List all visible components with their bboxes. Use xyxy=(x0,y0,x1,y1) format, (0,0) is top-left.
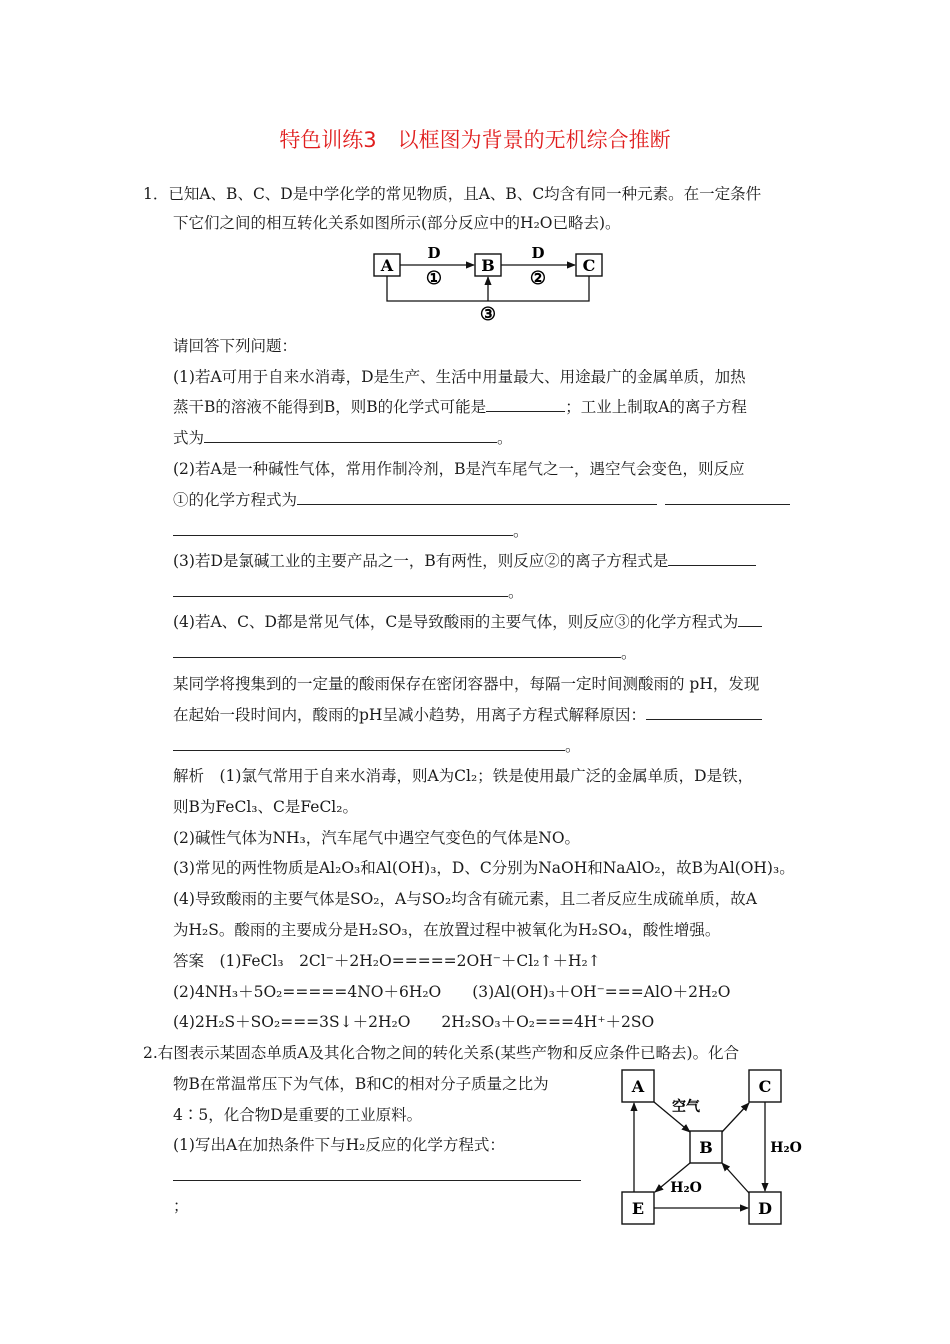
q1-part2-line3 xyxy=(173,521,529,541)
q1-part2-line2 xyxy=(173,490,790,510)
arrow-b-to-c xyxy=(722,1103,749,1132)
q2-line2: 物B在常温常压下为气体，B和C的相对分子质量之比为 xyxy=(173,1075,549,1093)
reaction-1-label: ① xyxy=(425,268,443,289)
analysis-line5: (4)导致酸雨的主要气体是SO₂，A与SO₂均含有硫元素，且二者反应生成硫单质，故A xyxy=(173,890,757,908)
air-label: 空气 xyxy=(672,1099,700,1115)
q1-part5-line2 xyxy=(173,705,762,725)
box-d-label: D xyxy=(758,1199,772,1218)
answer-blank[interactable] xyxy=(486,397,565,412)
answer-blank[interactable] xyxy=(173,582,508,597)
q2-line6: ； xyxy=(173,1197,189,1215)
h2o-label-right: H₂O xyxy=(770,1140,802,1156)
analysis-line3: (2)碱性气体为NH₃，汽车尾气中遇空气变色的气体是NO。 xyxy=(173,829,581,847)
box-c-label: C xyxy=(758,1077,772,1096)
box-e-label: E xyxy=(631,1199,645,1218)
q1-part3-line1 xyxy=(173,551,756,571)
period: 。 xyxy=(508,583,524,601)
reagent-d-1: D xyxy=(427,244,441,262)
q1-part5-line3 xyxy=(173,736,581,756)
q2-line4: (1)写出A在加热条件下与H₂反应的化学方程式： xyxy=(173,1136,505,1154)
analysis-line4: (3)常见的两性物质是Al₂O₃和Al(OH)₃，D、C分别为NaOH和NaAlO₂，故B为Al(OH)₃。 xyxy=(173,859,795,877)
reaction-2-label: ② xyxy=(529,268,547,289)
analysis-line6: 为H₂S。酸雨的主要成分是H₂SO₃，在放置过程中被氧化为H₂SO₄，酸性增强。 xyxy=(173,921,721,939)
q2-conversion-diagram xyxy=(614,1062,814,1232)
box-b-label: B xyxy=(699,1138,713,1157)
answer-blank[interactable] xyxy=(738,612,762,627)
q1-prompt: 请回答下列问题： xyxy=(173,337,298,355)
q1-part4-line2 xyxy=(173,643,637,663)
q1-part4-text: (4)若A、C、D都是常见气体，C是导致酸雨的主要气体，则反应③的化学方程式为 xyxy=(173,613,739,631)
answer-blank[interactable] xyxy=(665,490,790,505)
q1-part5-line1: 某同学将搜集到的一定量的酸雨保存在密闭容器中，每隔一定时间测酸雨的 pH，发现 xyxy=(173,675,760,693)
reaction-3-label: ③ xyxy=(479,304,497,324)
q1-part1-text: 蒸干B的溶液不能得到B，则B的化学式可能是 xyxy=(173,398,487,416)
answer-blank[interactable] xyxy=(668,551,756,566)
q1-part5-text: 在起始一段时间内，酸雨的pH呈减小趋势，用离子方程式解释原因： xyxy=(173,706,646,724)
q1-part1-line2 xyxy=(173,397,747,417)
analysis-line2: 则B为FeCl₃、C是FeCl₂。 xyxy=(173,798,358,816)
q2-line1: 2.右图表示某固态单质A及其化合物之间的转化关系(某些产物和反应条件已略去)。化合 xyxy=(143,1044,740,1062)
q1-part1-text-c: 式为 xyxy=(173,429,205,447)
q1-intro-line2: 下它们之间的相互转化关系如图所示(部分反应中的H₂O已略去)。 xyxy=(173,214,621,232)
q2-line3: 4∶5，化合物D是重要的工业原料。 xyxy=(173,1106,423,1124)
answer-blank[interactable] xyxy=(646,705,762,720)
q1-reaction-diagram xyxy=(368,244,608,324)
h2o-label-bottom: H₂O xyxy=(670,1180,702,1196)
box-a-label: A xyxy=(631,1077,645,1096)
q1-part2-text: ①的化学方程式为 xyxy=(173,491,298,509)
q1-part1-line3 xyxy=(173,428,513,448)
q1-part3-text: (3)若D是氯碱工业的主要产品之一，B有两性，则反应②的离子方程式是 xyxy=(173,552,669,570)
page-title: 特色训练3 以框图为背景的无机综合推断 xyxy=(279,128,671,152)
box-b-label: B xyxy=(481,256,495,275)
answer-blank[interactable] xyxy=(173,643,621,658)
answer-blank[interactable] xyxy=(297,490,657,505)
answer-line2: (2)4NH₃＋5O₂=====4NO＋6H₂O (3)Al(OH)₃＋OH⁻===AlO＋2H₂O xyxy=(173,983,731,1001)
answer-line3: (4)2H₂S＋SO₂===3S↓＋2H₂O 2H₂SO₃＋O₂===4H⁺＋2SO xyxy=(173,1013,655,1031)
answer-blank[interactable] xyxy=(173,736,565,751)
q1-part4-line1 xyxy=(173,612,762,632)
q1-part1-text-b: ；工业上制取A的离子方程 xyxy=(565,398,747,416)
reagent-d-2: D xyxy=(531,244,545,262)
period: 。 xyxy=(497,429,513,447)
analysis-line1: 解析 (1)氯气常用于自来水消毒，则A为Cl₂；铁是使用最广泛的金属单质，D是铁， xyxy=(173,767,754,785)
q1-intro-line1: 1．已知A、B、C、D是中学化学的常见物质，且A、B、C均含有同一种元素。在一定条件 xyxy=(143,185,762,203)
arrow-d-to-b xyxy=(722,1163,749,1193)
q1-part3-line2 xyxy=(173,582,524,602)
box-c-label: C xyxy=(582,256,596,275)
period: 。 xyxy=(565,737,581,755)
q1-part1-line1: (1)若A可用于自来水消毒，D是生产、生活中用量最大、用途最广的金属单质，加热 xyxy=(173,368,746,386)
period: 。 xyxy=(621,644,637,662)
period: 。 xyxy=(513,522,529,540)
q1-part2-line1: (2)若A是一种碱性气体，常用作制冷剂，B是汽车尾气之一，遇空气会变色，则反应 xyxy=(173,460,745,478)
answer-blank[interactable] xyxy=(204,428,497,443)
box-a-label: A xyxy=(380,256,394,275)
answer-blank[interactable] xyxy=(173,1170,581,1181)
answer-line1: 答案 (1)FeCl₃ 2Cl⁻＋2H₂O=====2OH⁻＋Cl₂↑＋H₂↑ xyxy=(173,952,601,970)
answer-blank[interactable] xyxy=(173,521,513,536)
